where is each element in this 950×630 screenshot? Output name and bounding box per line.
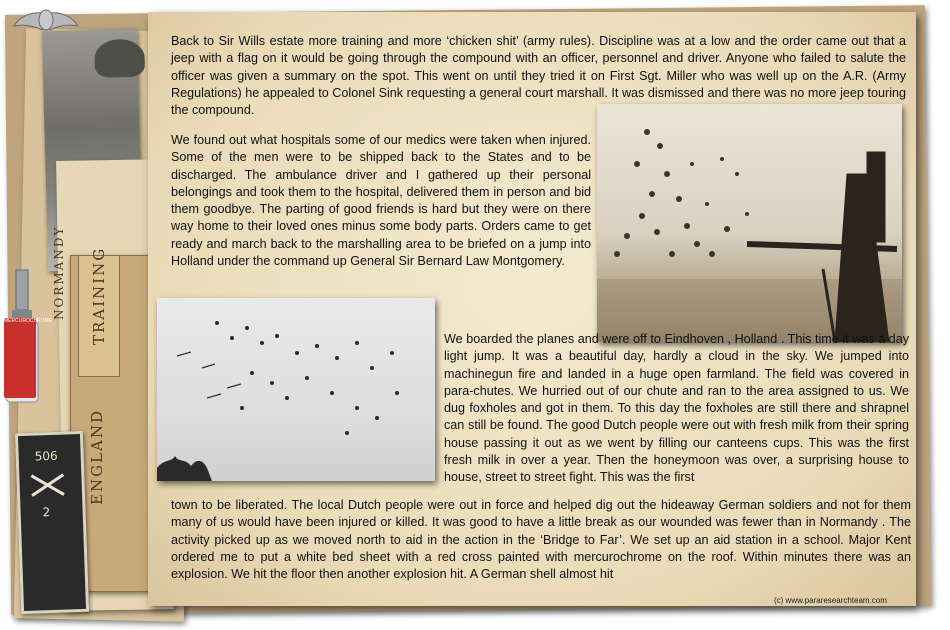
tab-label-normandy: NORMANDY [52,225,66,320]
jump-wings-icon [12,6,80,42]
unit-patch [15,431,89,614]
paragraph-3: We boarded the planes and were off to Eindhoven , Holland . This time it was a day light jump. It was a beautiful day, hardly a cloud in the sky. We jumped into machinegun fire and landed in a huge open farmland. The field was covered in para-chutes. We hurried out of our chute and ran to the area assigned to us. We dug foxholes and got in them. To this day the foxholes are still there and shrapnel can still be found. The good Dutch people were out with fresh milk from their spring house passing it out as we went by filling our canteens cups. This was the first fresh milk in over a year. Then the honeymoon was over, a surprising house to house, street to street fight. This was the first [444,332,909,485]
windmill-parachutes-image [597,104,902,342]
paragraph-2: We found out what hospitals some of our medics were taken when injured. Some of the men were to be shipped back to the States and to be discharged. The ambulance driver and I gathered up their personal belongings and took them to the hospital, delivered them in person and bid them goodbye. The parting of good friends is hard but they were on there way home to their loved ones minus some body parts. Orders came to get ready and march back to the marshalling area to be briefed on a jump into Holland under the command up General Sir Bernard Law Montgomery. [171,133,591,269]
parachutes-in-sky-image [157,298,435,481]
paragraph-4: town to be liberated. The local Dutch people were out in force and helped dig out the hideaway German soldiers and not for them many of us would have been injured or killed. It was good to have a little break as our wounded was fewer than in Normandy . The activity picked up as we moved north to aid in the action in the ‘Bridge to Far’. We set up an aid station in a school. Major Kent ordered me to put a white bed sheet with a red cross painted with mercurochrome on the roof. Within minutes there was an explosion. We hit the floor then another explosion hit. A German shell almost hit [171,498,911,582]
tab-label-england: ENGLAND [88,408,106,505]
helmet-shape [94,39,145,78]
patch-number-2: 2 [42,505,51,520]
tab-label-training: TRAINING [90,246,108,345]
paragraph-1: Back to Sir Wills estate more training and more ‘chicken shit’ (army rules). Discipline was at a low and the order came out that a jeep with a flag on it would be going through the compound with an officer, personnel and driver. Anyone who failed to salute the officer was given a summary on the spot. This went on until they tried it on First Sgt. Miller who was well up on the A.R. (Army Regulations) he appealed to Colonel Sink requesting a general court marshall. It was dismissed and there was no more jeep touring the compound. [171,34,906,118]
paratroopers-sky-photo [157,298,435,481]
copyright-notice: (c) www.pararesearchteam.com [774,596,887,605]
paratroopers-windmill-photo [597,104,902,342]
patch-number: 506 [34,448,58,464]
vial-label: MERCUROCHROME [4,318,36,398]
